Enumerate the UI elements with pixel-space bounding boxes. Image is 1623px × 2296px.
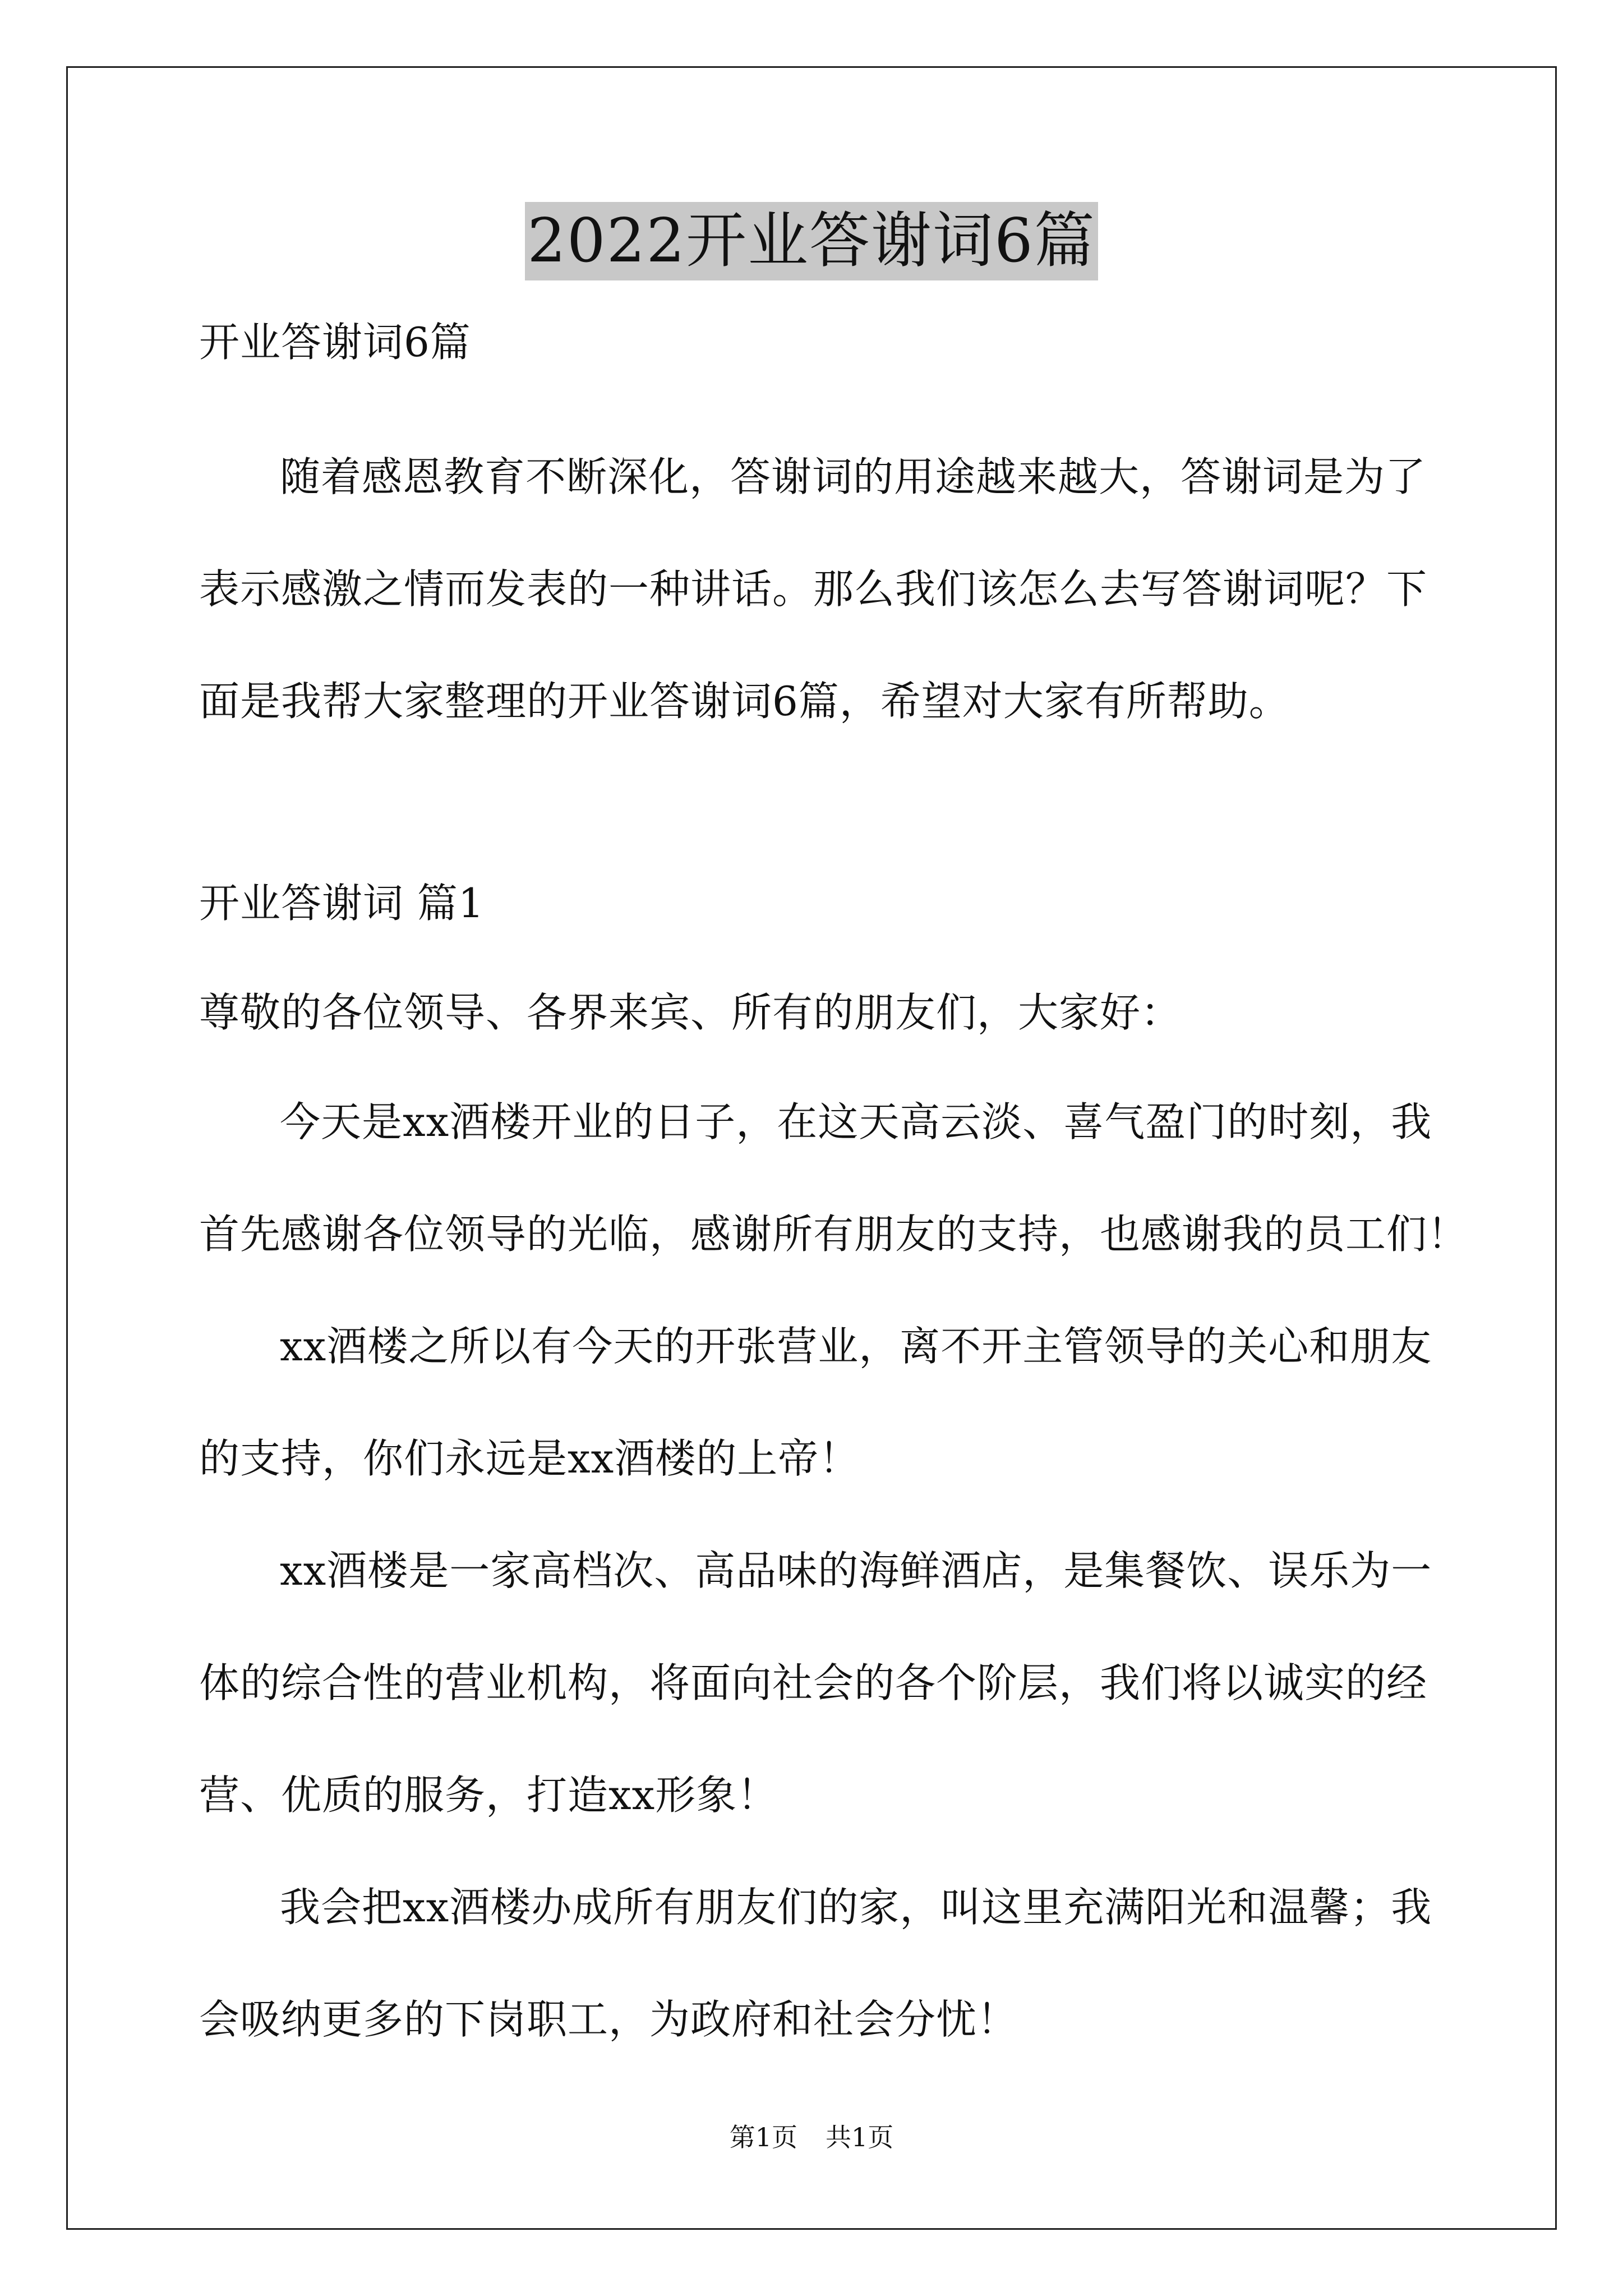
paragraph-line: 开业答谢词6篇 [199, 319, 471, 366]
paragraph-line: 尊敬的各位领导、各界来宾、所有的朋友们，大家好： [199, 989, 1182, 1036]
paragraph-line: 营、优质的服务，打造xx形象！ [199, 1772, 778, 1819]
paragraph-line: 的支持，你们永远是xx酒楼的上帝！ [199, 1435, 860, 1482]
paragraph-line: 随着感恩教育不断深化，答谢词的用途越来越大，答谢词是为了 [280, 453, 1427, 500]
page-total: 共1页 [826, 2122, 894, 2152]
paragraph-line: 会吸纳更多的下岗职工，为政府和社会分忧！ [199, 1996, 1018, 2043]
paragraph-line: 体的综合性的营业机构，将面向社会的各个阶层，我们将以诚实的经 [199, 1659, 1428, 1706]
paragraph-line: xx酒楼之所以有今天的开张营业，离不开主管领导的关心和朋友 [280, 1323, 1432, 1370]
page-footer [0, 2120, 1623, 2154]
title-area [0, 202, 1623, 280]
page-number: 第1页 [729, 2122, 797, 2152]
paragraph-line: 首先感谢各位领导的光临，感谢所有朋友的支持，也感谢我的员工们！ [199, 1211, 1469, 1258]
paragraph-line: 表示感激之情而发表的一种讲话。那么我们该怎么去写答谢词呢？下 [199, 565, 1428, 613]
document-title: 2022开业答谢词6篇 [525, 202, 1098, 280]
paragraph-line: 开业答谢词 篇1 [199, 880, 485, 927]
paragraph-line: xx酒楼是一家高档次、高品味的海鲜酒店，是集餐饮、误乐为一 [280, 1547, 1432, 1594]
paragraph-line: 今天是xx酒楼开业的日子，在这天高云淡、喜气盈门的时刻，我 [280, 1098, 1432, 1145]
paragraph-line: 面是我帮大家整理的开业答谢词6篇，希望对大家有所帮助。 [199, 678, 1290, 725]
paragraph-line: 我会把xx酒楼办成所有朋友们的家，叫这里充满阳光和温馨；我 [280, 1884, 1432, 1931]
